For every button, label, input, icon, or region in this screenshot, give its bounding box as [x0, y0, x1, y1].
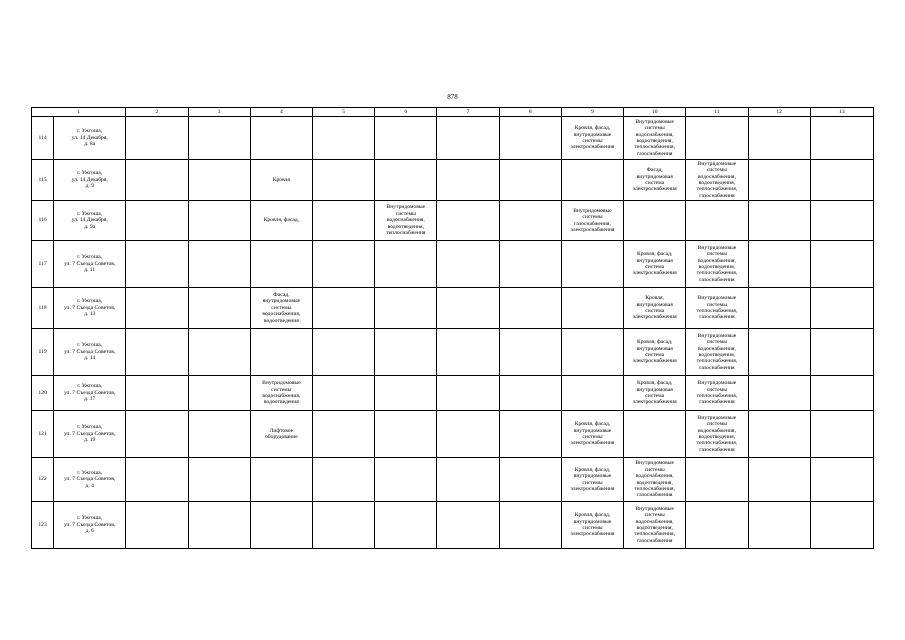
cell-text: Кровля, фасад, внутридомовая система электроснабжения — [632, 380, 677, 406]
table-cell — [748, 329, 810, 376]
table-cell — [810, 502, 873, 549]
table-cell — [810, 411, 873, 458]
table-cell — [313, 241, 375, 288]
table-cell — [188, 502, 250, 549]
table-cell — [437, 458, 499, 502]
table-row — [32, 288, 874, 329]
table-cell — [313, 502, 375, 549]
cell-text: Внутридомовые системы водоснабжения, водоотведения, теплоснабжения, газоснабжения — [696, 160, 738, 199]
table-cell — [561, 288, 623, 329]
table-cell — [624, 376, 686, 411]
table-cell — [250, 458, 312, 502]
cell-text: Лифтовое оборудование — [265, 427, 298, 440]
table-row — [32, 201, 874, 241]
table-cell — [313, 117, 375, 160]
column-header: 6 — [375, 108, 437, 117]
cell-text: Кровля, фасад, внутридомовые системы электроснабжения — [570, 512, 615, 538]
data-table — [31, 107, 874, 549]
table-cell — [748, 160, 810, 201]
table-cell — [561, 201, 623, 241]
table-cell — [561, 117, 623, 160]
table-cell — [188, 376, 250, 411]
row-number-cell: 120 — [32, 376, 54, 411]
table-cell — [126, 458, 188, 502]
column-header: 4 — [250, 108, 312, 117]
address-cell — [54, 411, 126, 458]
column-header: 8 — [499, 108, 561, 117]
cell-text: Внутридомовые системы водоснабжения, водоотведения, теплоснабжения — [386, 204, 426, 237]
table-cell — [561, 502, 623, 549]
table-cell — [748, 458, 810, 502]
table-cell — [126, 241, 188, 288]
table-cell — [313, 329, 375, 376]
table-cell — [188, 288, 250, 329]
address-text: г. Ужгоша, ул. 7 Съезда Советов, д. 13 — [64, 298, 116, 318]
table-cell — [561, 458, 623, 502]
table-cell — [624, 411, 686, 458]
column-header: 7 — [437, 108, 499, 117]
table-cell — [624, 329, 686, 376]
cell-text: Внутридомовые системы водоснабжения, водоотведения, теплоснабжения, газоснабжения — [696, 244, 738, 283]
table-cell — [250, 288, 312, 329]
table-cell — [188, 329, 250, 376]
page-number: 878 — [447, 93, 458, 101]
table-row — [32, 458, 874, 502]
table-cell — [126, 329, 188, 376]
address-text: г. Ужгоша, ул. 7 Съезда Советов, д. 17 — [64, 383, 116, 403]
table-row — [32, 329, 874, 376]
table-cell — [313, 288, 375, 329]
table-cell — [624, 288, 686, 329]
cell-text: Внутридомовые системы теплоснабжения, газоснабжения — [696, 295, 738, 321]
table-cell — [686, 160, 748, 201]
column-header: 11 — [686, 108, 748, 117]
cell-text: Кровля, фасад, внутридомовая система электроснабжения — [632, 251, 677, 277]
row-number-cell: 116 — [32, 201, 54, 241]
table-cell — [375, 241, 437, 288]
table-cell — [250, 241, 312, 288]
table-cell — [375, 376, 437, 411]
table-row — [32, 376, 874, 411]
address-cell — [54, 241, 126, 288]
table-cell — [437, 329, 499, 376]
cell-text: Внутридомовые системы водоснабжения, водоотведения, теплоснабжения, газоснабжения — [634, 118, 675, 157]
table-cell — [561, 411, 623, 458]
table-cell — [188, 201, 250, 241]
table-cell — [686, 288, 748, 329]
table-cell — [499, 329, 561, 376]
table-cell — [810, 241, 873, 288]
table-cell — [810, 288, 873, 329]
table-cell — [250, 160, 312, 201]
table-cell — [188, 411, 250, 458]
table-cell — [375, 329, 437, 376]
table-cell — [313, 160, 375, 201]
table-cell — [126, 411, 188, 458]
table-cell — [748, 241, 810, 288]
table-cell — [250, 411, 312, 458]
table-cell — [437, 288, 499, 329]
table-cell — [748, 376, 810, 411]
address-cell — [54, 502, 126, 549]
column-header: 2 — [126, 108, 188, 117]
table-cell — [375, 458, 437, 502]
cell-text: Внутридомовые системы водоснабжения, водоотведения, теплоснабжения, газоснабжения — [634, 505, 675, 544]
table-cell — [437, 241, 499, 288]
table-cell — [313, 458, 375, 502]
table-cell — [375, 160, 437, 201]
cell-text: Внутридомовые системы газоснабжения, электроснабжения — [570, 207, 615, 233]
table-cell — [810, 160, 873, 201]
table-cell — [561, 329, 623, 376]
table-cell — [499, 411, 561, 458]
table-cell — [810, 201, 873, 241]
table-cell — [499, 241, 561, 288]
table-cell — [437, 117, 499, 160]
table-cell — [624, 502, 686, 549]
table-cell — [686, 241, 748, 288]
table-cell — [126, 160, 188, 201]
table-cell — [499, 502, 561, 549]
table-cell — [748, 117, 810, 160]
column-header: 1 — [32, 108, 126, 117]
table-cell — [313, 376, 375, 411]
table-cell — [126, 201, 188, 241]
table-cell — [686, 376, 748, 411]
table-cell — [686, 329, 748, 376]
address-text: г. Ужгоша, ул. 14 Декабря, д. 8а — [71, 128, 108, 148]
cell-text: Кровля, фасад, внутридомовые системы электроснабжения — [570, 466, 615, 492]
table-cell — [437, 411, 499, 458]
row-number-cell: 118 — [32, 288, 54, 329]
row-number-cell: 123 — [32, 502, 54, 549]
address-cell — [54, 376, 126, 411]
table-cell — [126, 376, 188, 411]
table-cell — [375, 117, 437, 160]
table-cell — [437, 502, 499, 549]
table-row — [32, 241, 874, 288]
address-cell — [54, 458, 126, 502]
table-cell — [499, 201, 561, 241]
cell-text: Внутридомовые системы водоснабжения, водоотведения, теплоснабжения, газоснабжения — [634, 460, 675, 499]
table-cell — [188, 117, 250, 160]
row-number-cell: 121 — [32, 411, 54, 458]
cell-text: Кровля, внутридомовая система электроснабжения — [632, 295, 677, 321]
address-cell — [54, 160, 126, 201]
table-cell — [499, 376, 561, 411]
cell-text: Кровля, фасад, — [263, 217, 300, 224]
table-cell — [624, 201, 686, 241]
table-cell — [624, 458, 686, 502]
table-cell — [810, 376, 873, 411]
table-cell — [313, 201, 375, 241]
table-cell — [375, 411, 437, 458]
row-number-cell: 122 — [32, 458, 54, 502]
table-cell — [188, 160, 250, 201]
table-cell — [437, 160, 499, 201]
column-header: 9 — [561, 108, 623, 117]
address-text: г. Ужгоша, ул. 14 Декабря, д. 9 — [71, 170, 108, 190]
table-cell — [810, 329, 873, 376]
table-cell — [126, 502, 188, 549]
table-cell — [499, 160, 561, 201]
address-text: г. Ужгоша, ул. 14 Декабря, д. 9а — [71, 210, 108, 230]
address-text: г. Ужгоша, ул. 7 Съезда Советов, д. 14 — [64, 342, 116, 362]
cell-text: Внутридомовые системы водоснабжения, водоотведения, теплоснабжения, газоснабжения — [696, 332, 738, 371]
address-cell — [54, 329, 126, 376]
table-cell — [748, 411, 810, 458]
table-cell — [686, 458, 748, 502]
address-text: г. Ужгоша, ул. 7 Съезда Советов, д. 19 — [64, 424, 116, 444]
table-row — [32, 502, 874, 549]
table-cell — [437, 376, 499, 411]
table-cell — [250, 502, 312, 549]
table-cell — [250, 117, 312, 160]
table-cell — [437, 201, 499, 241]
table-cell — [748, 288, 810, 329]
table-cell — [499, 458, 561, 502]
table-cell — [748, 201, 810, 241]
table-cell — [748, 502, 810, 549]
header-row — [32, 108, 874, 117]
table-cell — [686, 411, 748, 458]
table-cell — [561, 160, 623, 201]
table-cell — [810, 458, 873, 502]
table-cell — [624, 241, 686, 288]
table-cell — [188, 458, 250, 502]
address-cell — [54, 201, 126, 241]
table-cell — [686, 117, 748, 160]
row-number-cell: 117 — [32, 241, 54, 288]
address-text: г. Ужгоша, ул. 7 Съезда Советов, д. 6 — [64, 515, 116, 535]
table-cell — [250, 201, 312, 241]
address-cell — [54, 288, 126, 329]
address-text: г. Ужгоша, ул. 7 Съезда Советов, д. 4 — [64, 469, 116, 489]
table-cell — [561, 241, 623, 288]
table-cell — [188, 241, 250, 288]
table-cell — [126, 117, 188, 160]
table-cell — [624, 117, 686, 160]
table-cell — [561, 376, 623, 411]
column-header: 12 — [748, 108, 810, 117]
table-cell — [375, 201, 437, 241]
table-cell — [624, 160, 686, 201]
cell-text: Внутридомовые системы водоснабжения, водоотведения, теплоснабжения, газоснабжения — [696, 414, 738, 453]
table-cell — [686, 502, 748, 549]
table-cell — [250, 329, 312, 376]
row-number-cell: 114 — [32, 117, 54, 160]
column-header: 13 — [810, 108, 873, 117]
column-header: 10 — [624, 108, 686, 117]
table-row — [32, 411, 874, 458]
cell-text: Фасад, внутридомовые системы водоснабжения, водоотведения — [262, 291, 301, 324]
table-body — [32, 117, 874, 549]
table-cell — [126, 288, 188, 329]
column-header: 3 — [188, 108, 250, 117]
address-text: г. Ужгоша, ул. 7 Съезда Советов, д. 11 — [64, 254, 116, 274]
table-cell — [810, 117, 873, 160]
table-cell — [313, 411, 375, 458]
column-header: 5 — [313, 108, 375, 117]
cell-text: Фасад, внутридомовая система электроснабжения — [632, 167, 677, 193]
cell-text: Кровля — [272, 176, 291, 183]
table-cell — [499, 117, 561, 160]
cell-text: Внутридомовые системы водоснабжения, водоотведения — [262, 380, 301, 406]
row-number-cell: 119 — [32, 329, 54, 376]
cell-text: Кровля, фасад, внутридомовая система электроснабжения — [632, 339, 677, 365]
cell-text: Кровля, фасад, внутридомовые системы электроснабжения — [570, 125, 615, 151]
table-cell — [250, 376, 312, 411]
row-number-cell: 115 — [32, 160, 54, 201]
cell-text: Внутридомовые системы теплоснабжения, газоснабжения — [696, 380, 738, 406]
table-row — [32, 160, 874, 201]
table-row — [32, 117, 874, 160]
table-cell — [375, 502, 437, 549]
cell-text: Кровля, фасад, внутридомовые системы электроснабжения — [570, 421, 615, 447]
table-cell — [375, 288, 437, 329]
address-cell — [54, 117, 126, 160]
table-cell — [499, 288, 561, 329]
table-cell — [686, 201, 748, 241]
